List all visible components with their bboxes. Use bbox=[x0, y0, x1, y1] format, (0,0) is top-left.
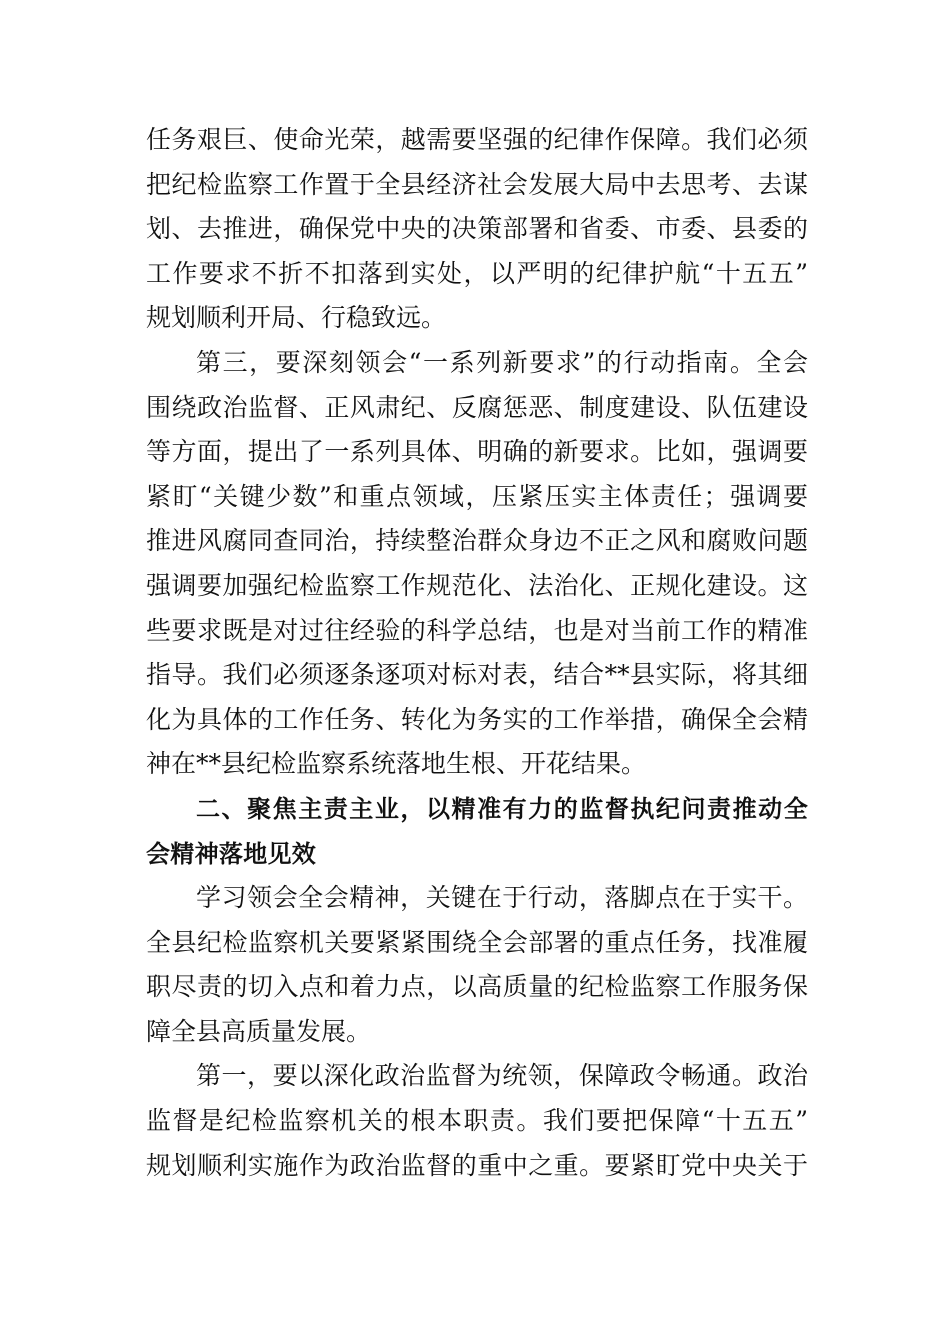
paragraph-2 bbox=[146, 341, 808, 787]
text-line: 化为具体的工作任务、转化为务实的工作举措，确保全会精 bbox=[146, 704, 808, 734]
text-line: 围绕政治监督、正风肃纪、反腐惩恶、制度建设、队伍建设 bbox=[146, 392, 808, 422]
text-line: 等方面，提出了一系列具体、明确的新要求。比如，强调要 bbox=[146, 437, 808, 467]
text-line: 规划顺利实施作为政治监督的重中之重。要紧盯党中央关于 bbox=[146, 1150, 808, 1180]
text-line: 些要求既是对过往经验的科学总结，也是对当前工作的精准 bbox=[146, 615, 808, 645]
text-line: 神在**县纪检监察系统落地生根、开花结果。 bbox=[146, 749, 647, 779]
document-body bbox=[146, 118, 808, 1188]
text-line: 全县纪检监察机关要紧紧围绕全会部署的重点任务，找准履 bbox=[146, 927, 808, 957]
text-line: 任务艰巨、使命光荣，越需要坚强的纪律作保障。我们必须 bbox=[146, 125, 808, 154]
text-line: 第一，要以深化政治监督为统领，保障政令畅通。政治 bbox=[196, 1061, 808, 1091]
text-line: 工作要求不折不扣落到实处，以严明的纪律护航“十五五” bbox=[146, 258, 808, 288]
paragraph-1 bbox=[146, 118, 808, 341]
text-line: 强调要加强纪检监察工作规范化、法治化、正规化建设。这 bbox=[146, 570, 808, 600]
text-line: 障全县高质量发展。 bbox=[146, 1016, 372, 1046]
section-heading bbox=[146, 787, 808, 876]
text-line: 规划顺利开局、行稳致远。 bbox=[146, 303, 447, 333]
text-line: 学习领会全会精神，关键在于行动，落脚点在于实干。 bbox=[196, 883, 808, 913]
text-line: 紧盯“关键少数”和重点领域，压紧压实主体责任；强调要 bbox=[146, 481, 808, 511]
heading-line: 会精神落地见效 bbox=[146, 839, 317, 868]
heading-line: 二、聚焦主责主业，以精准有力的监督执纪问责推动全 bbox=[196, 794, 808, 823]
text-line: 推进风腐同查同治，持续整治群众身边不正之风和腐败问题 bbox=[146, 526, 808, 556]
text-line: 监督是纪检监察机关的根本职责。我们要把保障“十五五” bbox=[146, 1106, 808, 1136]
text-line: 把纪检监察工作置于全县经济社会发展大局中去思考、去谋 bbox=[146, 169, 808, 199]
text-line: 指导。我们必须逐条逐项对标对表，结合**县实际，将其细 bbox=[146, 660, 808, 690]
text-line: 职尽责的切入点和着力点，以高质量的纪检监察工作服务保 bbox=[146, 972, 808, 1002]
paragraph-3 bbox=[146, 876, 808, 1054]
text-line: 划、去推进，确保党中央的决策部署和省委、市委、县委的 bbox=[146, 214, 808, 244]
text-line: 第三，要深刻领会“一系列新要求”的行动指南。全会 bbox=[196, 347, 808, 377]
paragraph-4 bbox=[146, 1054, 808, 1188]
